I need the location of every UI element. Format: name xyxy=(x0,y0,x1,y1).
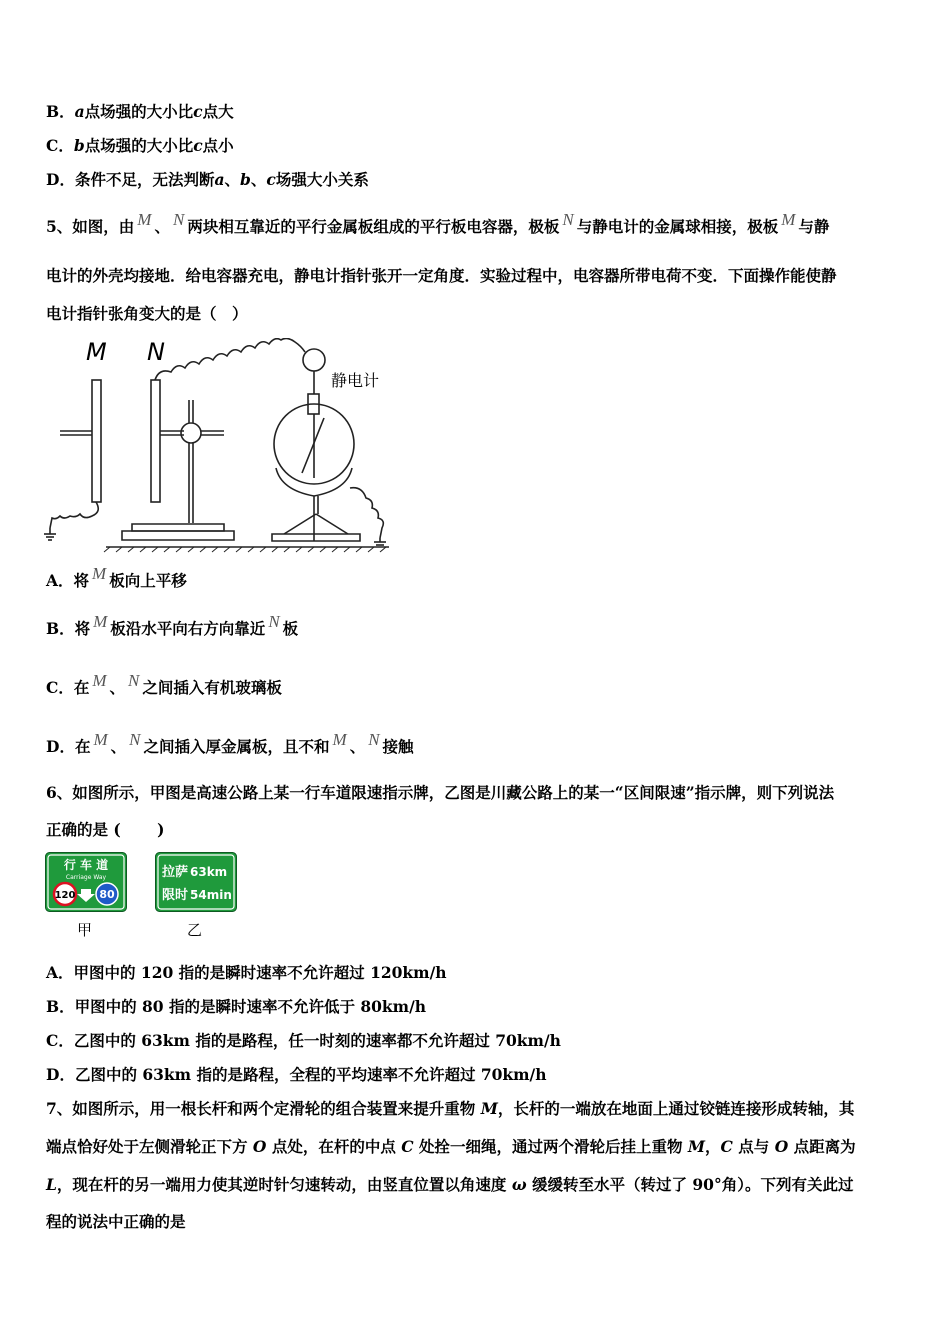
q5-stem-line1: 5、如图，由 M 、 N 两块相互靠近的平行金属板组成的平行板电容器，极板 N 与静电计的金属球相接，极板 M 与静 xyxy=(46,210,830,236)
sign1-subtitle: Carriage Way xyxy=(65,874,107,881)
sign2-time: 54min xyxy=(190,888,232,902)
fig-label-m: M xyxy=(86,338,107,366)
q6-option-b: B．甲图中的 80 指的是瞬时速率不允许低于 80km/h xyxy=(46,997,427,1016)
q5-option-a: A．将 M 板向上平移 xyxy=(46,564,187,590)
sign2-distance: 63km xyxy=(190,865,228,879)
sign2-destination: 拉萨 xyxy=(162,865,189,880)
q7-stem-line3: L，现在杆的另一端用力使其逆时针匀速转动，由竖直位置以角速度 ω 缓缓转至水平（转过了 90°角）。下列有关此过 xyxy=(46,1175,854,1194)
q6-option-c: C．乙图中的 63km 指的是路程，任一时刻的速率都不允许超过 70km/h xyxy=(46,1031,561,1050)
sign2-time-label: 限时 xyxy=(162,888,189,903)
fig-label-electrometer: 静电计 xyxy=(331,371,380,390)
q4-option-d: D．条件不足，无法判断a、b、c场强大小关系 xyxy=(46,170,369,189)
sign1-title: 行 车 道 xyxy=(63,858,109,872)
sign1-max-limit: 120 xyxy=(54,890,76,901)
sign1-min-limit: 80 xyxy=(99,888,115,901)
q5-option-c: C．在 M 、 N 之间插入有机玻璃板 xyxy=(46,671,282,697)
q5-stem-line2: 电计的外壳均接地．给电容器充电，静电计指针张开一定角度．实验过程中，电容器所带电荷不变．下面操作能使静 xyxy=(46,266,837,285)
q6-option-a: A．甲图中的 120 指的是瞬时速率不允许超过 120km/h xyxy=(46,963,447,982)
q6-option-d: D．乙图中的 63km 指的是路程，全程的平均速率不允许超过 70km/h xyxy=(46,1065,547,1084)
q4-option-b: B．a点场强的大小比c点大 xyxy=(46,102,234,121)
q5-option-b: B．将 M 板沿水平向右方向靠近 N 板 xyxy=(46,612,299,638)
q7-stem-line1: 7、如图所示，用一根长杆和两个定滑轮的组合装置来提升重物 M，长杆的一端放在地面上通过铰链连接形成转轴，其 xyxy=(46,1099,855,1118)
q5-stem-line3: 电计指针张角变大的是（ ） xyxy=(46,304,248,323)
section-speed-sign xyxy=(155,852,237,912)
capacitor-electrometer-figure xyxy=(44,338,394,553)
lane-speed-sign xyxy=(45,852,127,912)
q5-option-d: D．在 M 、 N 之间插入厚金属板，且不和 M 、 N 接触 xyxy=(46,730,414,756)
fig-label-n: N xyxy=(147,338,165,366)
q4-option-c: C．b点场强的大小比c点小 xyxy=(46,136,234,155)
sign2-caption: 乙 xyxy=(187,921,203,939)
q6-stem-line2: 正确的是 ( ) xyxy=(46,820,165,839)
sign1-caption: 甲 xyxy=(77,921,93,939)
q6-stem-line1: 6、如图所示，甲图是高速公路上某一行车道限速指示牌，乙图是川藏公路上的某一“区间限速”指示牌，则下列说法 xyxy=(46,783,835,802)
q7-stem-line2: 端点恰好处于左侧滑轮正下方 O 点处，在杆的中点 C 处拴一细绳，通过两个滑轮后挂上重物 M，C 点与 O 点距离为 xyxy=(46,1137,856,1156)
q7-stem-line4: 程的说法中正确的是 xyxy=(46,1212,186,1231)
